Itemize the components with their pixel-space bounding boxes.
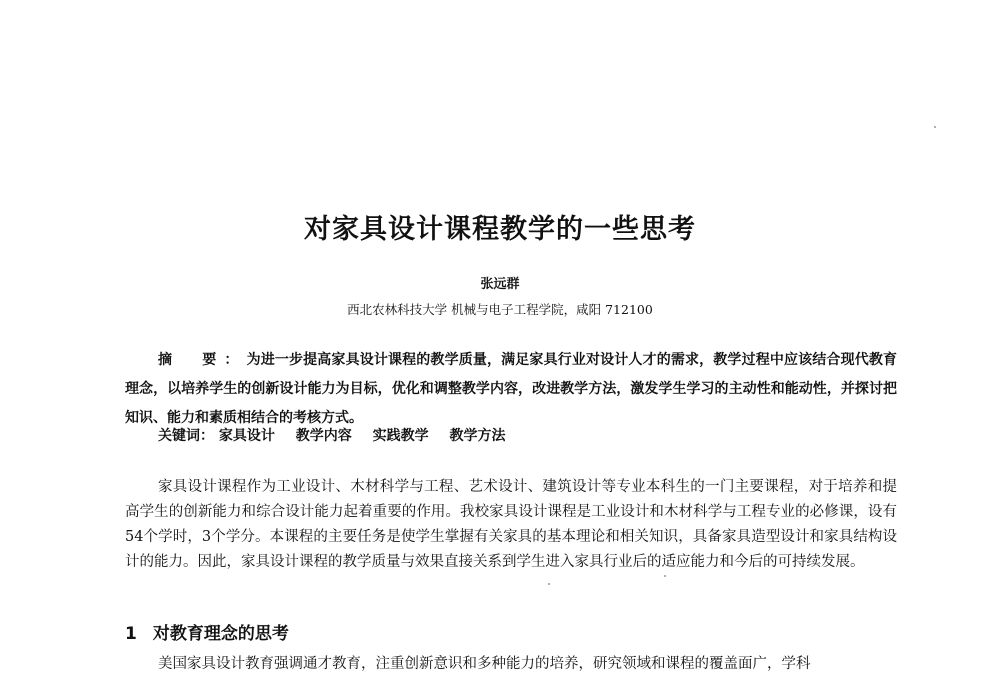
- scan-speck: [548, 583, 550, 585]
- author-affiliation: 西北农林科技大学 机械与电子工程学院，咸阳 712100: [347, 302, 653, 317]
- scan-speck: [934, 126, 936, 128]
- keyword-item: 教学方法: [449, 428, 506, 444]
- abstract-label: 摘 要：: [158, 352, 247, 368]
- keyword-item: 家具设计: [218, 428, 275, 444]
- author-name: 张远群: [480, 277, 520, 292]
- paper-title: 对家具设计课程教学的一些思考: [304, 214, 696, 245]
- keywords: [158, 425, 898, 447]
- keyword-item: 教学内容: [295, 428, 352, 444]
- keywords-label: 关键词：: [158, 428, 214, 444]
- abstract-text: 为进一步提高家具设计课程的教学质量，满足家具行业对设计人才的需求，教学过程中应该结合现代教育理念，以培养学生的创新设计能力为目标，优化和调整教学内容，改进教学方法，激发学生学习的主动性和能动性，并探讨把知识、能力和素质相结合的考核方式。: [125, 352, 898, 426]
- section-number: 1: [125, 624, 137, 644]
- section-heading: [125, 619, 289, 644]
- section-title: 对教育理念的思考: [152, 624, 289, 644]
- scan-speck: [664, 575, 666, 577]
- abstract: [125, 346, 897, 433]
- section-paragraph: 美国家具设计教育强调通才教育，注重创新意识和多种能力的培养，研究领域和课程的覆盖面广，学科: [158, 656, 811, 672]
- intro-paragraph: 家具设计课程作为工业设计、木材科学与工程、艺术设计、建筑设计等专业本科生的一门主要课程，对于培养和提高学生的创新能力和综合设计能力起着重要的作用。我校家具设计课程是工业设计和木材科学与工程专业的必修课，设有54个学时，3个学分。本课程的主要任务是使学生掌握有关家具的基本理论和相关知识，具备家具造型设计和家具结构设计的能力。因此，家具设计课程的教学质量与效果直接关系到学生进入家具行业后的适应能力和今后的可持续发展。: [125, 479, 897, 570]
- keyword-item: 实践教学: [372, 428, 429, 444]
